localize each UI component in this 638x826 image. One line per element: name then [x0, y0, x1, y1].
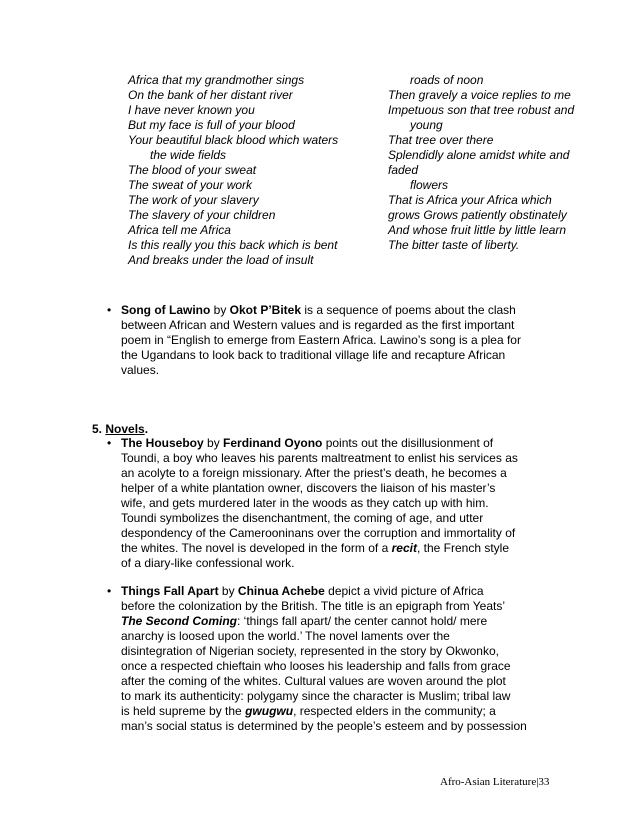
- page-footer: Afro-Asian Literature|33: [440, 776, 550, 788]
- houseboy-title: The Houseboy: [121, 436, 204, 450]
- paragraph-line: wife, and gets murdered later in the woods as they catch up with him.: [121, 496, 489, 510]
- poem-line: The work of your slavery: [128, 193, 259, 207]
- poem-line: Africa tell me Africa: [128, 223, 231, 237]
- houseboy-author: Ferdinand Oyono: [223, 436, 323, 450]
- paragraph-line: the Ugandans to look back to traditional village life and recapture African: [121, 348, 506, 362]
- poem-line: But my face is full of your blood: [128, 118, 295, 132]
- paragraph-line: helper of a white plantation owner, discovers the liaison of his master’s: [121, 481, 496, 495]
- poem-line: The blood of your sweat: [128, 163, 257, 177]
- paragraph-line: Toundi symbolizes the disenchantment, the coming of age, and utter: [121, 511, 484, 525]
- poem-line: That tree over there: [388, 133, 494, 147]
- poem-line: That is Africa your Africa which: [388, 193, 552, 207]
- thingsfall-bullet-item: [107, 584, 527, 734]
- poem-line: And whose fruit little by little learn: [388, 223, 567, 237]
- lawino-title: Song of Lawino: [121, 303, 211, 317]
- poem-line: I have never known you: [128, 103, 255, 117]
- lawino-line-1: Song of Lawino by Okot P’Bitek is a sequence of poems about the clash: [121, 303, 516, 317]
- poem-line: Then gravely a voice replies to me: [388, 88, 571, 102]
- thingsfall-line-9: is held supreme by the gwugwu, respected elders in the community; a: [121, 704, 496, 718]
- poem-line: Is this really you this back which is bent: [128, 238, 338, 252]
- section-title: Novels: [105, 422, 145, 436]
- poem-line: Africa that my grandmother sings: [128, 73, 305, 87]
- poem-line: flowers: [410, 178, 449, 192]
- poem-line: grows Grows patiently obstinately: [388, 208, 567, 222]
- paragraph-line: between African and Western values and is regarded as the first important: [121, 318, 515, 332]
- gwugwu-term: gwugwu: [245, 704, 294, 718]
- poem-line: The bitter taste of liberty.: [388, 238, 520, 252]
- poem-line: young: [410, 118, 443, 132]
- poem-line: Splendidly alone amidst white and: [388, 148, 570, 162]
- second-coming-title: The Second Coming: [121, 614, 238, 628]
- thingsfall-line-10: man’s social status is determined by the people’s esteem and by possession: [121, 719, 527, 733]
- houseboy-bullet-item: [107, 436, 518, 571]
- poem-line: faded: [388, 163, 419, 177]
- section-heading: 5. Novels.: [92, 422, 149, 436]
- poem-line: The slavery of your children: [128, 208, 276, 222]
- bullet-icon: •: [107, 436, 112, 450]
- houseboy-line-1: The Houseboy by Ferdinand Oyono points out the disillusionment of: [121, 436, 494, 450]
- paragraph-line: disintegration of Nigerian society, represented in the story by Okwonko,: [121, 644, 499, 658]
- poem-line: Your beautiful black blood which waters: [128, 133, 339, 147]
- paragraph-line: to mark its authenticity: polygamy since the character is Muslim; tribal law: [121, 689, 511, 703]
- recit-term: recit: [391, 541, 417, 555]
- poem-line: The sweat of your work: [128, 178, 253, 192]
- paragraph-line: despondency of the Camerooninans over the corruption and immortality of: [121, 526, 516, 540]
- poem-left-column: [128, 73, 338, 268]
- houseboy-line-9: of a diary-like confessional work.: [121, 556, 295, 570]
- thingsfall-line-3: The Second Coming: ‘things fall apart/ the center cannot hold/ mere: [121, 614, 488, 628]
- paragraph-line: anarchy is loosed upon the world.’ The novel laments over the: [121, 629, 450, 643]
- houseboy-line-8: the whites. The novel is developed in the form of a recit, the French style: [121, 541, 510, 555]
- poem-line: On the bank of her distant river: [128, 88, 293, 102]
- paragraph-line: an acolyte to a foreign missionary. After the priest’s death, he becomes a: [121, 466, 507, 480]
- thingsfall-line-1: Things Fall Apart by Chinua Achebe depict a vivid picture of Africa: [121, 584, 484, 598]
- paragraph-line: after the coming of the whites. Cultural values are woven around the plot: [121, 674, 506, 688]
- lawino-author: Okot P’Bitek: [229, 303, 302, 317]
- paragraph-line: once a respected chieftain who looses his leadership and falls from grace: [121, 659, 511, 673]
- poem-right-column: [388, 73, 574, 253]
- paragraph-line: poem in “English to emerge from Eastern Africa. Lawino’s song is a plea for: [121, 333, 521, 347]
- lawino-bullet-item: [107, 303, 521, 378]
- bullet-icon: •: [107, 584, 112, 598]
- poem-line: the wide fields: [150, 148, 227, 162]
- paragraph-line: values.: [121, 363, 160, 377]
- poem-line: And breaks under the load of insult: [128, 253, 314, 267]
- paragraph-line: Toundi, a boy who leaves his parents maltreatment to enlist his services as: [121, 451, 518, 465]
- thingsfall-line-2: before the colonization by the British. The title is an epigraph from Yeats’: [121, 599, 506, 613]
- poem-line: roads of noon: [410, 73, 484, 87]
- poem-line: Impetuous son that tree robust and: [388, 103, 575, 117]
- bullet-icon: •: [107, 303, 112, 317]
- thingsfall-title: Things Fall Apart: [121, 584, 219, 598]
- thingsfall-author: Chinua Achebe: [237, 584, 325, 598]
